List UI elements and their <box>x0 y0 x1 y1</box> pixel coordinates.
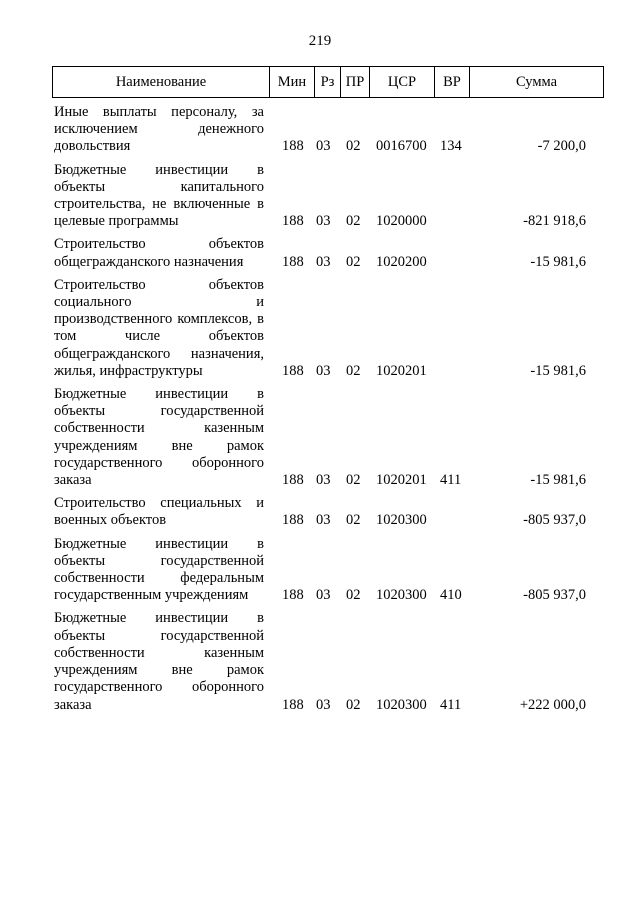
table-row <box>0 495 640 529</box>
row-rz: 03 <box>316 587 331 604</box>
row-rz: 03 <box>316 696 331 713</box>
row-csr: 0016700 <box>376 138 427 155</box>
row-name: Строительство специальных и военных объектов <box>54 495 264 529</box>
row-min: 188 <box>282 696 304 713</box>
row-csr: 1020201 <box>376 362 427 379</box>
header-pr: ПР <box>345 74 365 90</box>
row-name: Строительство объектов общегражданского назначения <box>54 236 264 270</box>
row-min: 188 <box>282 138 304 155</box>
header-min: Мин <box>277 74 307 90</box>
row-rz: 03 <box>316 213 331 230</box>
table-row <box>0 386 640 489</box>
header-name: Наименование <box>115 74 207 90</box>
row-name: Бюджетные инвестиции в объекты капитального строительства, не включенные в целевые программы <box>54 161 264 230</box>
row-sum: -15 981,6 <box>530 472 586 489</box>
row-csr: 1020300 <box>376 696 427 713</box>
row-min: 188 <box>282 472 304 489</box>
header-sum: Сумма <box>515 74 558 90</box>
row-min: 188 <box>282 362 304 379</box>
row-rz: 03 <box>316 472 331 489</box>
row-csr: 1020201 <box>376 472 427 489</box>
row-sum: -805 937,0 <box>523 587 586 604</box>
row-pr: 02 <box>346 512 361 529</box>
row-name: Иные выплаты персоналу, за исключением денежного довольствия <box>54 104 264 155</box>
row-min: 188 <box>282 253 304 270</box>
row-vr: 134 <box>440 138 462 155</box>
row-min: 188 <box>282 512 304 529</box>
row-name: Бюджетные инвестиции в объекты государственной собственности федеральным государственным учреждениям <box>54 535 264 604</box>
row-csr: 1020300 <box>376 512 427 529</box>
row-sum: +222 000,0 <box>519 696 586 713</box>
row-sum: -15 981,6 <box>530 253 586 270</box>
row-pr: 02 <box>346 696 361 713</box>
table-row <box>0 536 640 605</box>
table-row <box>0 162 640 231</box>
table-body <box>0 104 640 720</box>
row-min: 188 <box>282 213 304 230</box>
row-pr: 02 <box>346 253 361 270</box>
row-rz: 03 <box>316 512 331 529</box>
row-rz: 03 <box>316 138 331 155</box>
table-row <box>0 236 640 270</box>
table-row <box>0 277 640 380</box>
row-pr: 02 <box>346 213 361 230</box>
row-pr: 02 <box>346 587 361 604</box>
header-rz: Рз <box>320 74 335 90</box>
table-row <box>0 104 640 156</box>
table-header <box>52 66 604 98</box>
row-vr: 411 <box>440 472 462 489</box>
table-row <box>0 610 640 713</box>
row-csr: 1020200 <box>376 253 427 270</box>
row-sum: -7 200,0 <box>537 138 586 155</box>
row-sum: -805 937,0 <box>523 512 586 529</box>
row-sum: -15 981,6 <box>530 362 586 379</box>
header-vr: ВР <box>443 74 461 90</box>
row-sum: -821 918,6 <box>523 213 586 230</box>
row-name: Бюджетные инвестиции в объекты государственной собственности казенным учреждениям вне рамок государственного оборонного заказа <box>54 610 264 713</box>
row-vr: 411 <box>440 696 462 713</box>
row-name: Бюджетные инвестиции в объекты государственной собственности казенным учреждениям вне рамок государственного оборонного заказа <box>54 386 264 489</box>
row-vr: 410 <box>440 587 462 604</box>
row-csr: 1020000 <box>376 213 427 230</box>
row-rz: 03 <box>316 362 331 379</box>
row-csr: 1020300 <box>376 587 427 604</box>
header-csr: ЦСР <box>387 74 417 90</box>
row-pr: 02 <box>346 362 361 379</box>
page-number: 219 <box>308 33 332 49</box>
row-name: Строительство объектов социального и производственного комплексов, в том числе объектов общегражданского назначения, жилья, инфраструктуры <box>54 276 264 379</box>
row-rz: 03 <box>316 253 331 270</box>
row-pr: 02 <box>346 138 361 155</box>
row-pr: 02 <box>346 472 361 489</box>
row-min: 188 <box>282 587 304 604</box>
